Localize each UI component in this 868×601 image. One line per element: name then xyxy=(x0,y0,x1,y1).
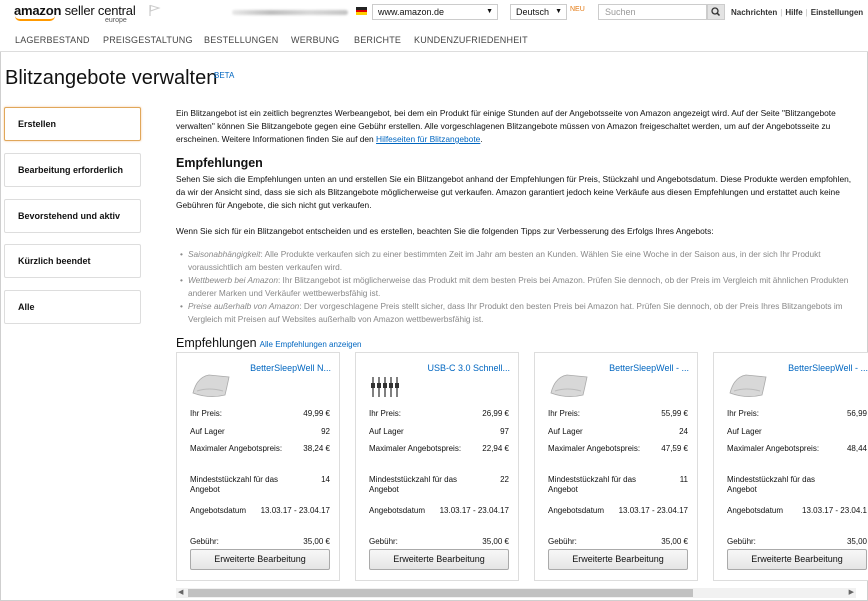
nav-advertising[interactable]: WERBUNG xyxy=(291,35,340,45)
recommendation-card xyxy=(176,352,340,581)
date-row xyxy=(727,506,867,515)
tip-term: Saisonabhängigkeit xyxy=(188,249,261,259)
product-name-link[interactable]: USB-C 3.0 Schnell... xyxy=(427,363,510,373)
price-value: 26,99 € xyxy=(482,409,509,418)
nav-pricing[interactable]: PREISGESTALTUNG xyxy=(103,35,193,45)
price-label: Ihr Preis: xyxy=(727,409,760,418)
max-price-row xyxy=(190,444,330,453)
page-title: Blitzangebote verwalten xyxy=(5,67,218,89)
horizontal-scrollbar[interactable] xyxy=(176,588,856,598)
date-value: 13.03.17 - 23.04.17 xyxy=(618,506,688,515)
list-item xyxy=(176,248,856,274)
product-image[interactable] xyxy=(368,363,412,403)
search-button[interactable] xyxy=(707,4,725,20)
date-label: Angebotsdatum xyxy=(369,506,426,515)
price-value: 55,99 € xyxy=(661,409,688,418)
fee-value: 35,00 € xyxy=(482,537,509,546)
tip-text: : Der vorgeschlagene Preis stellt sicher, dass Ihr Produkt den besten Preis bei Amazon hat. Prüfen Sie dennoch, ob der Preis Ihres Blitzangebots im Vergleich mit Preisen auf Websites außerhalb von Amazon wettbewerbsfähig ist. xyxy=(188,301,843,324)
max-price-value: 22,94 € xyxy=(482,444,509,453)
recommendation-card xyxy=(355,352,519,581)
germany-flag-icon xyxy=(356,7,367,15)
min-qty-label: Mindeststückzahl für das Angebot xyxy=(727,475,816,494)
max-price-label: Maximaler Angebotspreis: xyxy=(369,444,462,453)
min-qty-row xyxy=(190,475,330,495)
search-input[interactable]: Suchen xyxy=(598,4,707,20)
messages-link[interactable]: Nachrichten xyxy=(731,8,778,17)
advanced-edit-button[interactable]: Erweiterte Bearbeitung xyxy=(727,549,867,570)
scrollbar-thumb[interactable] xyxy=(188,589,693,597)
date-row xyxy=(369,506,509,515)
chevron-down-icon: ▼ xyxy=(486,8,493,15)
max-price-row xyxy=(548,444,688,453)
scroll-left-icon[interactable]: ◀ xyxy=(178,589,184,596)
recommendation-card xyxy=(534,352,698,581)
all-recommendations-link[interactable]: Alle Empfehlungen anzeigen xyxy=(259,340,362,349)
logo-region: europe xyxy=(105,17,127,24)
fee-label: Gebühr: xyxy=(369,537,398,546)
nav-inventory[interactable]: LAGERBESTAND xyxy=(15,35,90,45)
sidebar-item-recently-ended[interactable]: Kürzlich beendet xyxy=(4,244,141,278)
min-qty-label: Mindeststückzahl für das Angebot xyxy=(548,475,637,494)
tip-term: Wettbewerb bei Amazon xyxy=(188,275,278,285)
max-price-row xyxy=(727,444,867,453)
fee-value: 35,00 xyxy=(846,537,867,546)
max-price-row xyxy=(369,444,509,453)
price-label: Ihr Preis: xyxy=(548,409,581,418)
product-name-link[interactable]: BetterSleepWell - ... xyxy=(609,363,689,373)
tip-term: Preise außerhalb von Amazon xyxy=(188,301,300,311)
list-item xyxy=(176,300,856,326)
sidebar-item-create[interactable]: Erstellen xyxy=(4,107,141,141)
nav-customer-satisfaction[interactable]: KUNDENZUFRIEDENHEIT xyxy=(414,35,528,45)
help-pages-link[interactable]: Hilfeseiten für Blitzangebote xyxy=(376,134,481,144)
max-price-label: Maximaler Angebotspreis: xyxy=(190,444,283,453)
price-row xyxy=(369,409,509,418)
scroll-right-icon[interactable]: ▶ xyxy=(848,589,854,596)
stock-row xyxy=(190,427,330,436)
date-row xyxy=(548,506,688,515)
product-image[interactable] xyxy=(547,363,591,403)
fee-value: 35,00 € xyxy=(661,537,688,546)
recommendations-list-heading xyxy=(176,336,856,350)
date-row xyxy=(190,506,330,515)
fee-row xyxy=(369,537,509,546)
search-icon xyxy=(708,5,724,19)
product-name-link[interactable]: BetterSleepWell N... xyxy=(250,363,331,373)
min-qty-row xyxy=(727,475,867,495)
max-price-label: Maximaler Angebotspreis: xyxy=(548,444,641,453)
recommendations-heading: Empfehlungen xyxy=(176,156,263,170)
logo-product: seller central xyxy=(64,3,136,18)
nav-orders[interactable]: BESTELLUNGEN xyxy=(204,35,279,45)
fee-label: Gebühr: xyxy=(190,537,219,546)
product-image[interactable] xyxy=(189,363,233,403)
sidebar-item-upcoming-active[interactable]: Bevorstehend und aktiv xyxy=(4,199,141,233)
min-qty-row xyxy=(548,475,688,495)
max-price-value: 48,44 xyxy=(846,444,867,453)
date-label: Angebotsdatum xyxy=(190,506,247,515)
list-heading-text: Empfehlungen xyxy=(176,336,257,350)
tip-text: : Alle Produkte verkaufen sich zu einer bestimmten Zeit im Jahr am besten an Kunden. Wählen Sie eine Woche in der Saison aus, in der sich Ihr Produkt voraussichtlich am besten verkaufen wird. xyxy=(188,249,821,272)
tip-text: : Ihr Blitzangebot ist möglicherweise das Produkt mit dem besten Preis bei Amazon. Prüfen Sie dennoch, ob der Preis im Vergleich mit ähnlichen Produkten anderer Marken und Verkäufer wettbewerbsfähig ist. xyxy=(188,275,849,298)
help-link[interactable]: Hilfe xyxy=(785,8,803,17)
intro-paragraph xyxy=(176,107,856,146)
recommendation-card xyxy=(713,352,868,581)
price-row xyxy=(727,409,867,418)
logo-smile-icon xyxy=(15,16,55,21)
fee-row xyxy=(548,537,688,546)
fee-row xyxy=(190,537,330,546)
advanced-edit-button[interactable]: Erweiterte Bearbeitung xyxy=(548,549,688,570)
price-row xyxy=(548,409,688,418)
fee-value: 35,00 € xyxy=(303,537,330,546)
stock-label: Auf Lager xyxy=(190,427,225,436)
settings-link[interactable]: Einstellungen xyxy=(810,8,864,17)
stock-value: 24 xyxy=(679,427,688,436)
min-qty-value: 14 xyxy=(321,475,330,484)
product-image[interactable] xyxy=(726,363,770,403)
beta-badge: BETA xyxy=(214,71,235,80)
stock-row xyxy=(727,427,867,436)
fee-label: Gebühr: xyxy=(548,537,577,546)
tips-list xyxy=(176,248,856,326)
product-name-link[interactable]: BetterSleepWell - ... xyxy=(788,363,868,373)
min-qty-value: 22 xyxy=(500,475,509,484)
top-bar xyxy=(0,0,868,28)
stock-label: Auf Lager xyxy=(727,427,762,436)
fee-label: Gebühr: xyxy=(727,537,756,546)
advanced-edit-button[interactable]: Erweiterte Bearbeitung xyxy=(190,549,330,570)
price-label: Ihr Preis: xyxy=(190,409,223,418)
date-label: Angebotsdatum xyxy=(548,506,605,515)
price-label: Ihr Preis: xyxy=(369,409,402,418)
tips-intro: Wenn Sie sich für ein Blitzangebot entscheiden und es erstellen, beachten Sie die folgenden Tipps zur Verbesserung des Erfolgs Ihres Angebots: xyxy=(176,226,714,236)
date-value: 13.03.17 - 23.04.17 xyxy=(260,506,330,515)
marketplace-select[interactable] xyxy=(372,4,498,20)
price-value: 56,99 xyxy=(846,409,867,418)
blurred-account-name xyxy=(232,10,348,15)
language-value: Deutsch xyxy=(516,7,550,17)
intro-end: . xyxy=(480,134,483,144)
date-value: 13.03.17 - 23.04.1 xyxy=(802,506,867,515)
stock-label: Auf Lager xyxy=(369,427,404,436)
stock-row xyxy=(369,427,509,436)
max-price-label: Maximaler Angebotspreis: xyxy=(727,444,820,453)
price-row xyxy=(190,409,330,418)
min-qty-label: Mindeststückzahl für das Angebot xyxy=(190,475,279,494)
marketplace-value: www.amazon.de xyxy=(378,7,445,17)
min-qty-value: 11 xyxy=(679,475,688,484)
nav-reports[interactable]: BERICHTE xyxy=(354,35,402,45)
intro-text: Ein Blitzangebot ist ein zeitlich begrenztes Werbeangebot, bei dem ein Produkt für einige Stunden auf der Angebotsseite von Amazon angezeigt wird. Auf der Seite "Blitzangebote verwalten" können Sie Blitzangebote gegen eine Gebühr erstellen. Alle vorgeschlagenen Blitzangebote müssen von Amazon freigeschaltet werden, um auf der Angebotsseite zu erscheinen. Weitere Informationen finden Sie auf den xyxy=(176,108,836,144)
logo-brand: amazon xyxy=(14,3,62,18)
stock-row xyxy=(548,427,688,436)
stock-value: 92 xyxy=(321,427,330,436)
max-price-value: 47,59 € xyxy=(661,444,688,453)
top-links: Nachrichten | Hilfe | Einstellungen xyxy=(731,8,864,17)
main-nav xyxy=(0,28,868,52)
language-select[interactable] xyxy=(510,4,567,20)
stock-value: 97 xyxy=(500,427,509,436)
date-value: 13.03.17 - 23.04.17 xyxy=(439,506,509,515)
fee-row xyxy=(727,537,867,546)
flag-icon[interactable] xyxy=(149,4,161,17)
stock-label: Auf Lager xyxy=(548,427,583,436)
sidebar-item-all[interactable]: Alle xyxy=(4,290,141,324)
new-badge: NEU xyxy=(570,6,585,13)
recommendations-text: Sehen Sie sich die Empfehlungen unten an und erstellen Sie ein Blitzangebot anhand der Empfehlungen für Preis, Stückzahl und Angebotsdatum. Diese Produkte werden empfohlen, da wir der Ansicht sind, dass sie sich als Blitzangebote möglicherweise gut verkaufen. Amazon garantiert jedoch keine Verkäufe aus diesen Empfehlungen und erstattet auch keine Gebühren für Angebote, die sich nicht gut verkaufen. xyxy=(176,174,852,210)
min-qty-row xyxy=(369,475,509,495)
chevron-down-icon: ▼ xyxy=(555,8,562,15)
sidebar-item-action-required[interactable]: Bearbeitung erforderlich xyxy=(4,153,141,187)
date-label: Angebotsdatum xyxy=(727,506,784,515)
advanced-edit-button[interactable]: Erweiterte Bearbeitung xyxy=(369,549,509,570)
list-item xyxy=(176,274,856,300)
price-value: 49,99 € xyxy=(303,409,330,418)
max-price-value: 38,24 € xyxy=(303,444,330,453)
min-qty-label: Mindeststückzahl für das Angebot xyxy=(369,475,458,494)
